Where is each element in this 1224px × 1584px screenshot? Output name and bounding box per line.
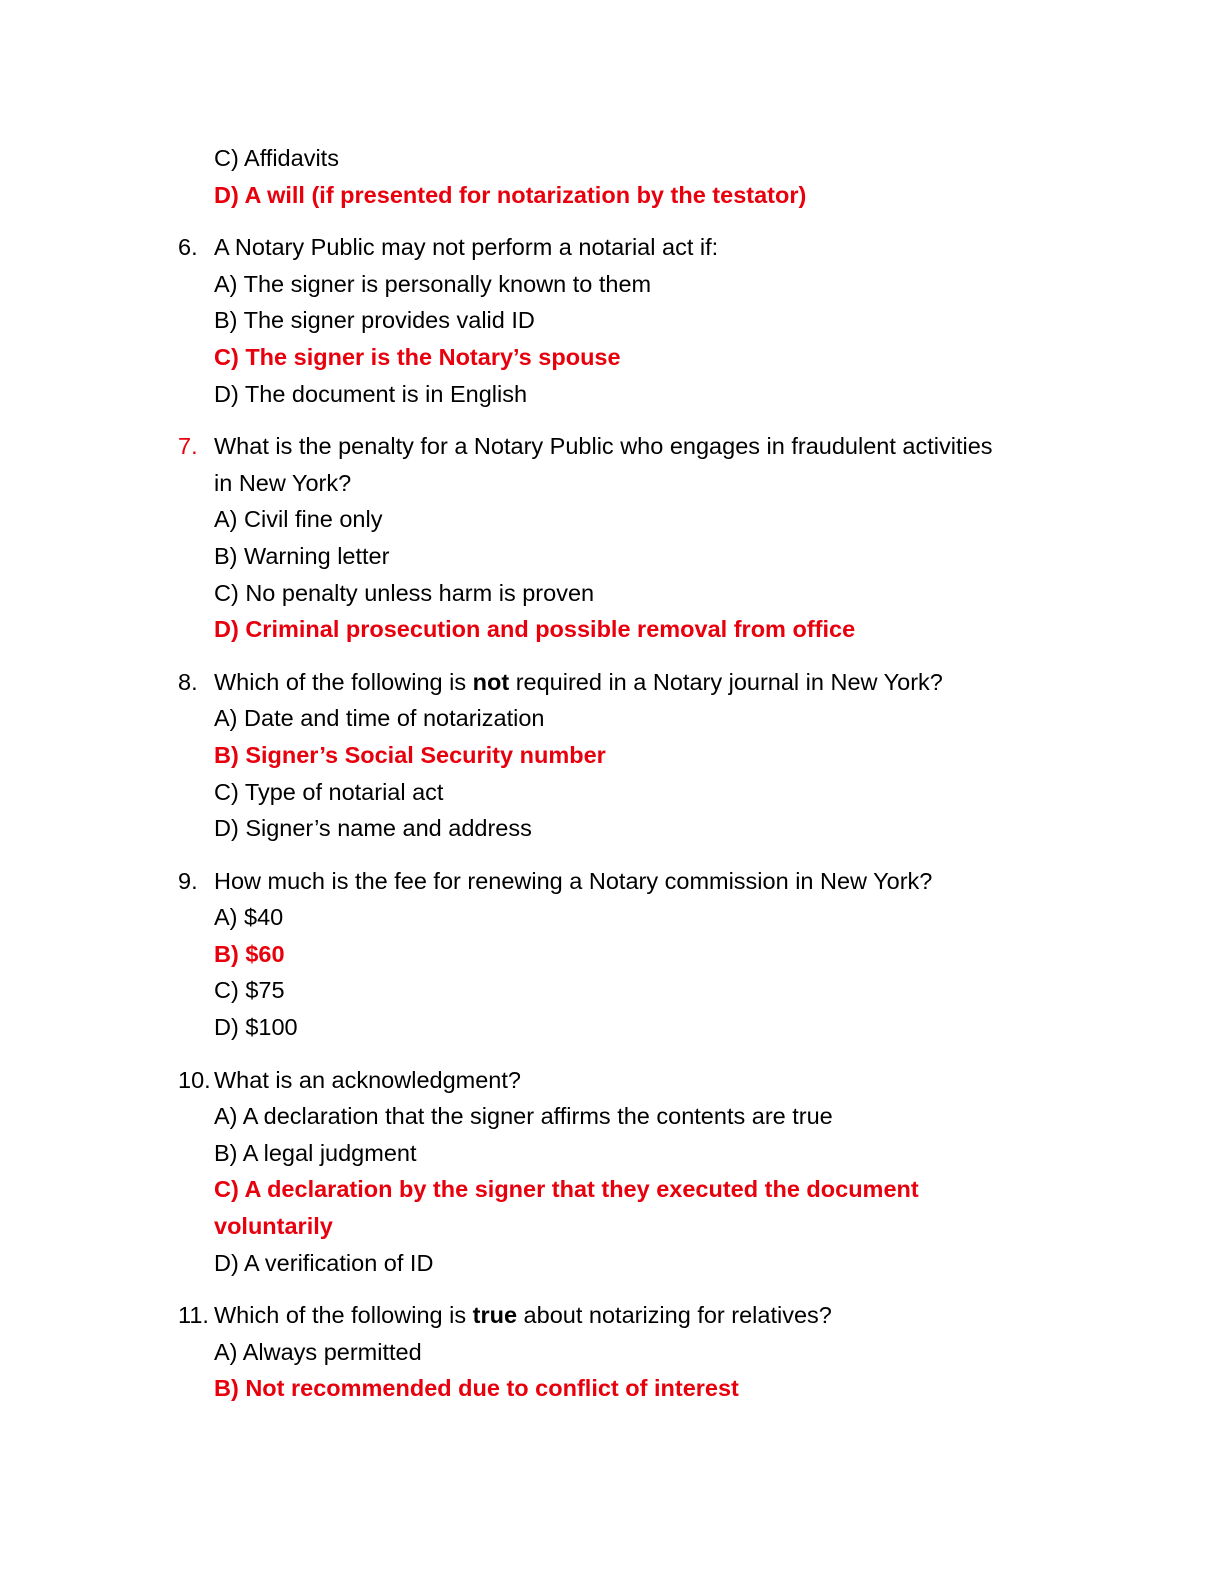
- q8-option-d: D) Signer’s name and address: [214, 815, 532, 842]
- q8-option-c: C) Type of notarial act: [214, 778, 444, 805]
- q8-question: [0, 664, 1224, 701]
- q7-option-a: A) Civil fine only: [214, 506, 383, 533]
- q6-number: 6.: [178, 234, 198, 261]
- q10-option-a: A) A declaration that the signer affirms the contents are true: [214, 1103, 833, 1130]
- q7-question: [0, 428, 1224, 465]
- q10-question: [0, 1062, 1224, 1099]
- q10-option-b: B) A legal judgment: [214, 1139, 417, 1166]
- q8-number: 8.: [178, 668, 198, 695]
- q10-option-c-correct: C) A declaration by the signer that they executed the document: [214, 1176, 919, 1203]
- q9-option-c: C) $75: [214, 977, 285, 1004]
- question-list: [0, 140, 1224, 1407]
- q9-text: How much is the fee for renewing a Notary commission in New York?: [214, 867, 933, 894]
- q7-option-b: B) Warning letter: [214, 542, 390, 569]
- q9-option-b-correct: B) $60: [214, 940, 285, 967]
- q6-question: [0, 229, 1224, 266]
- q7-number: 7.: [178, 433, 198, 460]
- q11-option-a: A) Always permitted: [214, 1338, 422, 1365]
- q6-option-a: A) The signer is personally known to them: [214, 270, 652, 297]
- q11-question: [0, 1297, 1224, 1334]
- q6-option-c-correct: C) The signer is the Notary’s spouse: [214, 343, 621, 370]
- q9-question: [0, 863, 1224, 900]
- q11-text-after: about notarizing for relatives?: [517, 1302, 832, 1329]
- q10-number: 10.: [178, 1066, 211, 1093]
- q7-text-line2: in New York?: [214, 469, 352, 496]
- q7-option-d-correct: D) Criminal prosecution and possible removal from office: [214, 616, 856, 643]
- q6-option-b: B) The signer provides valid ID: [214, 307, 535, 334]
- q10-option-c-correct-cont: voluntarily: [214, 1213, 333, 1240]
- q8-option-a: A) Date and time of notarization: [214, 705, 545, 732]
- q8-text-before: Which of the following is: [214, 668, 473, 695]
- q8-text-after: required in a Notary journal in New York?: [509, 668, 943, 695]
- q9-number: 9.: [178, 867, 198, 894]
- q8-text-emphasis: not: [472, 668, 510, 695]
- q11-option-b-correct: B) Not recommended due to conflict of interest: [214, 1375, 739, 1402]
- q11-number: 11.: [178, 1302, 209, 1329]
- q8-option-b-correct: B) Signer’s Social Security number: [214, 741, 606, 768]
- q10-option-d: D) A verification of ID: [214, 1249, 434, 1276]
- q10-text: What is an acknowledgment?: [214, 1066, 521, 1093]
- q5-option-d-correct: D) A will (if presented for notarization by the testator): [214, 181, 807, 208]
- q6-text: A Notary Public may not perform a notarial act if:: [214, 234, 719, 261]
- q9-option-a: A) $40: [214, 904, 284, 931]
- q5-option-c: C) Affidavits: [214, 145, 339, 171]
- q7-text-line1: What is the penalty for a Notary Public who engages in fraudulent activities: [214, 433, 993, 460]
- q9-option-d: D) $100: [214, 1014, 298, 1041]
- q7-option-c: C) No penalty unless harm is proven: [214, 579, 595, 606]
- q11-text-emphasis: true: [472, 1302, 518, 1329]
- q6-option-d: D) The document is in English: [214, 380, 528, 407]
- q11-text-before: Which of the following is: [214, 1302, 473, 1329]
